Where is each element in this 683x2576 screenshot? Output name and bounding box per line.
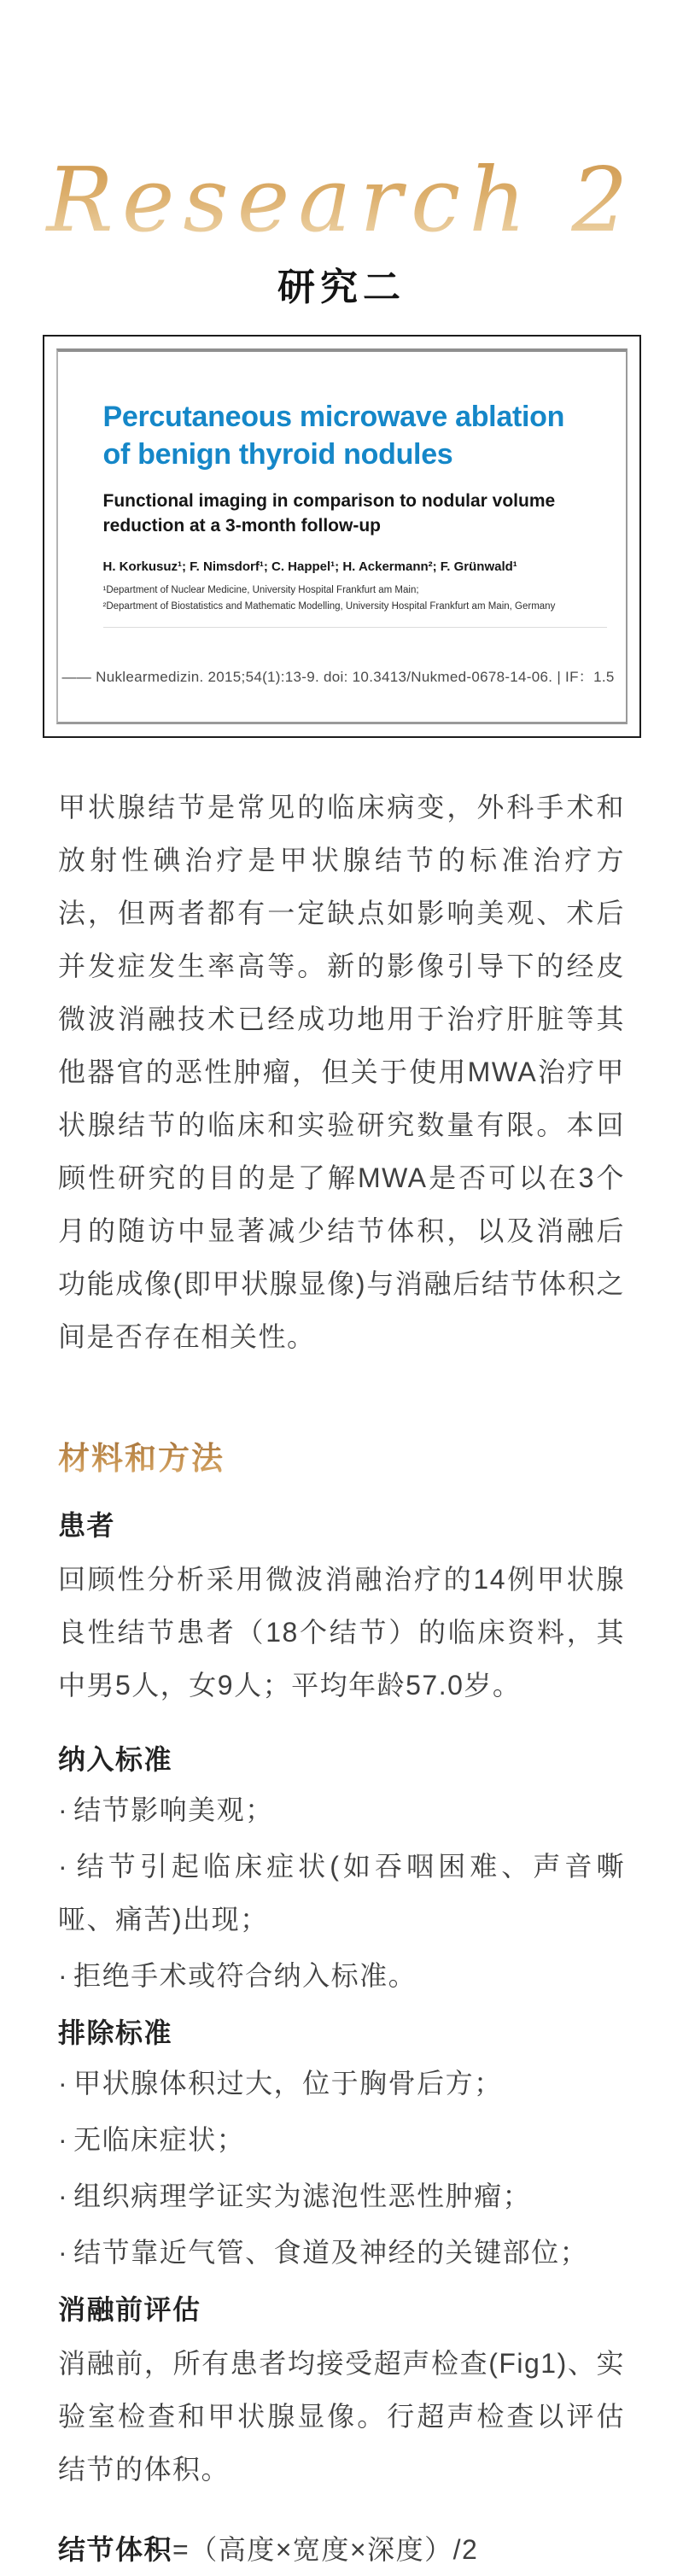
paper-affiliation-2: ²Department of Biostatistics and Mathematic Modelling, University Hospital Frankfurt am Main, Germany <box>102 601 556 612</box>
hero-header <box>0 0 683 313</box>
inclusion-item <box>58 1840 625 1946</box>
paper-affiliations <box>103 583 602 615</box>
paper-authors: H. Korkusuz¹; F. Nimsdorf¹; C. Happel¹; H. Ackermann²; F. Grünwald¹ <box>102 559 517 574</box>
heading-inclusion-criteria: 纳入标准 <box>58 1744 173 1775</box>
heading-patients: 患者 <box>58 1510 116 1541</box>
bullet-dot: · <box>58 1851 69 1882</box>
paper-citation-line: —— Nuklearmedizin. 2015;54(1):13-9. doi: 10.3413/Nukmed-0678-14-06. | IF：1.5 <box>61 669 615 685</box>
intro-paragraph: 甲状腺结节是常见的临床病变，外科手术和放射性碘治疗是甲状腺结节的标准治疗方法，但两者都有一定缺点如影响美观、术后并发症发生率高等。新的影像引导下的经皮微波消融技术已经成功地用于治疗肝脏等其他器官的恶性肿瘤，但关于使用MWA治疗甲状腺结节的临床和实验研究数量有限。本回顾性研究的目的是了解MWA是否可以在3个月的随访中显著减少结节体积，以及消融后功能成像(即甲状腺显像)与消融后结节体积之间是否存在相关性。 <box>58 792 625 1352</box>
exclusion-item <box>58 2057 625 2110</box>
exclusion-item-text: 甲状腺体积过大，位于胸骨后方； <box>73 2068 503 2099</box>
exclusion-item <box>58 2169 625 2222</box>
preablation-paragraph: 消融前，所有患者均接受超声检查(Fig1)、实验室检查和甲状腺显像。行超声检查以评估结节的体积。 <box>58 2348 625 2485</box>
formula-label: 结节体积 <box>58 2534 173 2565</box>
exclusion-item-text: 组织病理学证实为滤泡性恶性肿瘤； <box>73 2181 532 2211</box>
bullet-dot: · <box>58 2181 69 2211</box>
exclusion-item <box>58 2226 625 2279</box>
bullet-dot: · <box>58 2237 69 2268</box>
bullet-dot: · <box>58 2068 69 2099</box>
paper-subtitle-line2: reduction at a 3-month follow-up <box>102 516 381 536</box>
paper-title-line1: Percutaneous microwave ablation <box>102 401 565 433</box>
research-script-title: Research 2 <box>0 137 683 263</box>
formula-expression: =（高度×宽度×深度）/2 <box>172 2534 479 2565</box>
nodule-volume-formula <box>58 2523 625 2576</box>
paper-affiliation-1: ¹Department of Nuclear Medicine, University Hospital Frankfurt am Main; <box>102 585 419 595</box>
inclusion-item <box>58 1783 625 1836</box>
heading-preablation-assessment: 消融前评估 <box>58 2294 201 2325</box>
paper-screenshot <box>56 348 628 724</box>
patients-paragraph: 回顾性分析采用微波消融治疗的14例甲状腺良性结节患者（18个结节）的临床资料，其中男5人，女9人；平均年龄57.0岁。 <box>58 1564 625 1701</box>
research-cn-title: 研究二 <box>277 266 406 309</box>
paper-citation-card <box>43 335 641 738</box>
paper-title <box>103 398 602 473</box>
section-title-materials-methods: 材料和方法 <box>58 1437 225 1479</box>
inclusion-item-text: 拒绝手术或符合纳入标准。 <box>73 1960 417 1991</box>
article-body <box>0 781 683 2576</box>
exclusion-item <box>58 2113 625 2166</box>
paper-divider <box>103 627 607 628</box>
bullet-dot: · <box>58 1794 69 1825</box>
exclusion-item-text: 结节靠近气管、食道及神经的关键部位； <box>73 2237 589 2268</box>
paper-title-line2: of benign thyroid nodules <box>102 438 453 471</box>
inclusion-item-text: 结节影响美观； <box>73 1794 274 1825</box>
exclusion-item-text: 无临床症状； <box>73 2124 246 2155</box>
paper-subtitle <box>103 489 602 538</box>
inclusion-item <box>58 1949 625 2002</box>
bullet-dot: · <box>58 1960 69 1991</box>
paper-subtitle-line1: Functional imaging in comparison to nodular volume <box>102 491 556 511</box>
heading-exclusion-criteria: 排除标准 <box>58 2017 173 2048</box>
inclusion-item-text: 结节引起临床症状(如吞咽困难、声音嘶哑、痛苦)出现； <box>58 1851 625 1935</box>
bullet-dot: · <box>58 2124 69 2155</box>
